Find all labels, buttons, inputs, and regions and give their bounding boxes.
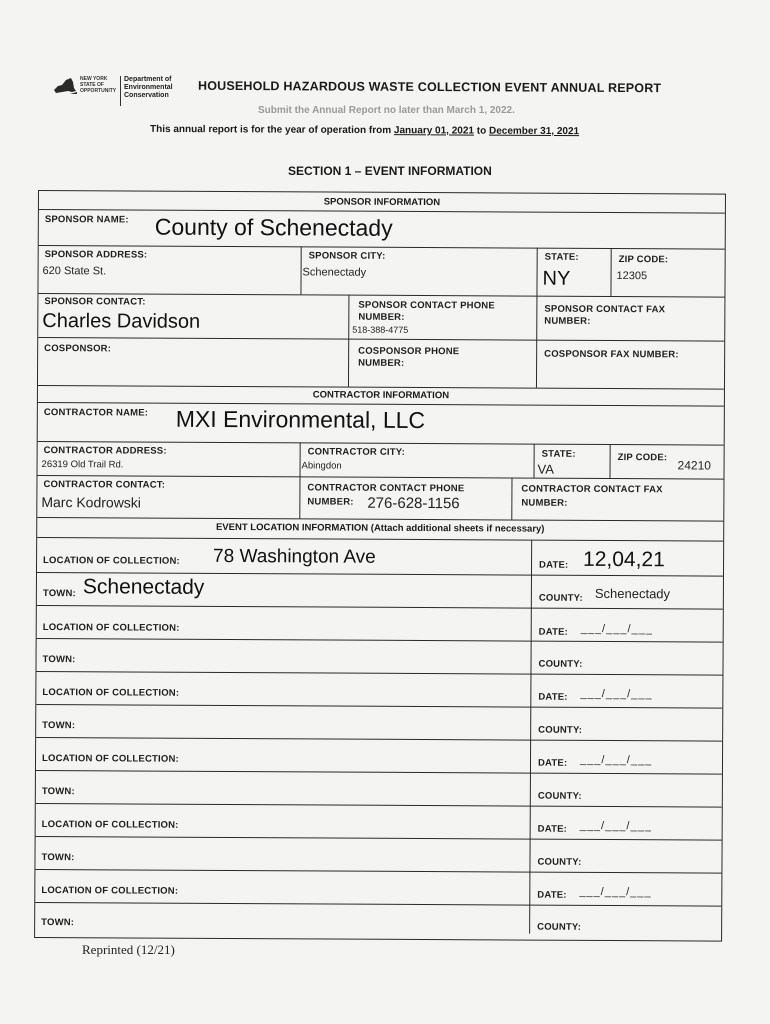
contractor-state-field[interactable]: VA <box>537 461 554 477</box>
rule <box>37 638 723 643</box>
location-label-2: LOCATION OF COLLECTION: <box>42 622 180 634</box>
rule <box>37 537 723 542</box>
contractor-phone-label: CONTRACTOR CONTACT PHONE <box>307 482 465 495</box>
sponsor-state-label: STATE: <box>544 251 579 263</box>
county-field-1[interactable]: Schenectady <box>594 585 671 602</box>
state-logo-text: NEW YORK STATE OF OPPORTUNITY <box>80 76 117 94</box>
town-label-6: TOWN: <box>41 917 75 929</box>
date-label-4: DATE: <box>537 757 568 769</box>
contractor-phone-label-2: NUMBER: <box>307 496 354 508</box>
rule <box>610 248 611 296</box>
rule <box>299 476 300 518</box>
cosponsor-label: COSPONSOR: <box>44 343 112 355</box>
date-field-3[interactable]: ___/___/___ <box>580 687 653 701</box>
cosponsor-phone-label-2: NUMBER: <box>358 357 405 369</box>
county-label-5: COUNTY: <box>537 856 582 868</box>
sponsor-phone-label-2: NUMBER: <box>358 311 405 323</box>
location-label-3: LOCATION OF COLLECTION: <box>42 687 180 699</box>
sponsor-address-field[interactable]: 620 State St. <box>42 265 107 278</box>
date-label-3: DATE: <box>538 691 568 703</box>
sponsor-city-label: SPONSOR CITY: <box>308 250 386 262</box>
new-york-state-icon <box>52 76 78 98</box>
contractor-heading: CONTRACTOR INFORMATION <box>312 389 450 402</box>
date-field-2[interactable]: ___/___/___ <box>580 622 653 636</box>
rule <box>36 836 722 841</box>
sponsor-city-field[interactable]: Schenectady <box>302 266 367 279</box>
county-label-1: COUNTY: <box>538 592 583 604</box>
report-title: HOUSEHOLD HAZARDOUS WASTE COLLECTION EVENT ANNUAL REPORT <box>197 78 662 96</box>
cosponsor-fax-label: COSPONSOR FAX NUMBER: <box>544 348 679 361</box>
sponsor-name-label: SPONSOR NAME: <box>44 214 129 226</box>
period-statement <box>150 124 579 137</box>
reprinted-note: Reprinted (12/21) <box>82 942 175 957</box>
sponsor-heading: SPONSOR INFORMATION <box>323 196 441 209</box>
sponsor-phone-label: SPONSOR CONTACT PHONE <box>358 299 495 312</box>
date-field-5[interactable]: ___/___/___ <box>579 819 652 833</box>
rule <box>511 477 512 519</box>
town-label-5: TOWN: <box>41 852 75 864</box>
rule <box>35 869 721 874</box>
town-label-4: TOWN: <box>41 786 75 798</box>
rule <box>36 737 722 742</box>
location-label-6: LOCATION OF COLLECTION: <box>41 885 179 897</box>
contractor-name-field[interactable]: MXI Environmental, LLC <box>175 405 426 434</box>
submit-note: Submit the Annual Report no later than March 1, 2022. <box>258 105 515 116</box>
rule <box>300 442 301 476</box>
town-label-1: TOWN: <box>42 588 76 600</box>
period-to: to <box>476 125 487 137</box>
rule <box>36 770 722 775</box>
rule <box>529 540 532 934</box>
rule <box>609 444 610 478</box>
county-label-2: COUNTY: <box>538 658 583 670</box>
sponsor-zip-field[interactable]: 12305 <box>616 270 648 283</box>
contractor-phone-field[interactable]: 276-628-1156 <box>367 494 460 513</box>
contractor-zip-field[interactable]: 24210 <box>677 458 711 473</box>
period-prefix: This annual report is for the year of operation from <box>149 123 392 137</box>
rule <box>536 248 537 296</box>
town-label-2: TOWN: <box>42 654 76 666</box>
contractor-city-label: CONTRACTOR CITY: <box>307 446 405 458</box>
county-label-4: COUNTY: <box>537 790 582 802</box>
section-title: SECTION 1 – EVENT INFORMATION <box>288 164 492 178</box>
rule <box>36 671 722 676</box>
contractor-zip-label: ZIP CODE: <box>617 452 668 464</box>
logo-divider <box>120 76 121 106</box>
sponsor-zip-label: ZIP CODE: <box>618 254 669 266</box>
contractor-contact-label: CONTRACTOR CONTACT: <box>43 479 166 491</box>
rule <box>36 803 722 808</box>
period-end: December 31, 2021 <box>488 125 580 138</box>
location-label-4: LOCATION OF COLLECTION: <box>41 753 179 765</box>
nys-dec-logo <box>52 74 192 108</box>
sponsor-fax-label: SPONSOR CONTACT FAX <box>544 303 666 316</box>
county-label-3: COUNTY: <box>538 724 583 736</box>
sponsor-state-field[interactable]: NY <box>542 267 571 290</box>
sponsor-fax-label-2: NUMBER: <box>544 315 591 327</box>
sponsor-phone-field[interactable]: 518-388-4775 <box>352 324 409 335</box>
date-field-6[interactable]: ___/___/___ <box>579 885 652 899</box>
date-label-2: DATE: <box>538 626 569 638</box>
date-label-6: DATE: <box>537 889 567 901</box>
contractor-name-label: CONTRACTOR NAME: <box>43 407 149 419</box>
contractor-fax-label-2: NUMBER: <box>521 497 568 509</box>
rule <box>39 209 725 214</box>
location-field-1[interactable]: 78 Washington Ave <box>213 545 376 568</box>
period-start: January 01, 2021 <box>393 125 475 137</box>
rule <box>534 444 535 478</box>
town-field-1[interactable]: Schenectady <box>82 575 205 599</box>
cosponsor-phone-label: COSPONSOR PHONE <box>358 345 460 358</box>
rule <box>35 902 721 907</box>
date-field-4[interactable]: ___/___/___ <box>579 753 653 767</box>
sponsor-contact-field[interactable]: Charles Davidson <box>42 310 201 333</box>
rule <box>38 337 724 342</box>
contractor-state-label: STATE: <box>541 448 576 460</box>
sponsor-contact-label: SPONSOR CONTACT: <box>44 296 146 308</box>
rule <box>300 246 301 294</box>
rule <box>37 605 723 610</box>
location-label-5: LOCATION OF COLLECTION: <box>41 819 179 831</box>
sponsor-address-label: SPONSOR ADDRESS: <box>44 249 148 261</box>
contractor-address-field[interactable]: 26319 Old Trail Rd. <box>41 459 124 471</box>
contractor-fax-label: CONTRACTOR CONTACT FAX <box>521 483 663 496</box>
location-label-1: LOCATION OF COLLECTION: <box>43 555 180 567</box>
event-location-heading: EVENT LOCATION INFORMATION (Attach additional sheets if necessary) <box>215 521 545 535</box>
contractor-contact-field[interactable]: Marc Kodrowski <box>41 494 142 511</box>
town-label-3: TOWN: <box>42 720 76 732</box>
date-field-1[interactable]: 12,04,21 <box>583 547 665 572</box>
department-name: Department of Environmental Conservation <box>124 76 173 99</box>
sponsor-name-field[interactable]: County of Schenectady <box>154 213 393 241</box>
event-information-form <box>34 190 726 942</box>
rule <box>36 704 722 709</box>
date-label-5: DATE: <box>537 823 568 835</box>
rule <box>536 296 537 388</box>
contractor-city-field[interactable]: Abingdon <box>301 460 342 472</box>
county-label-6: COUNTY: <box>537 921 582 933</box>
contractor-address-label: CONTRACTOR ADDRESS: <box>43 445 167 457</box>
date-label-1: DATE: <box>539 559 569 571</box>
rule <box>348 295 349 387</box>
